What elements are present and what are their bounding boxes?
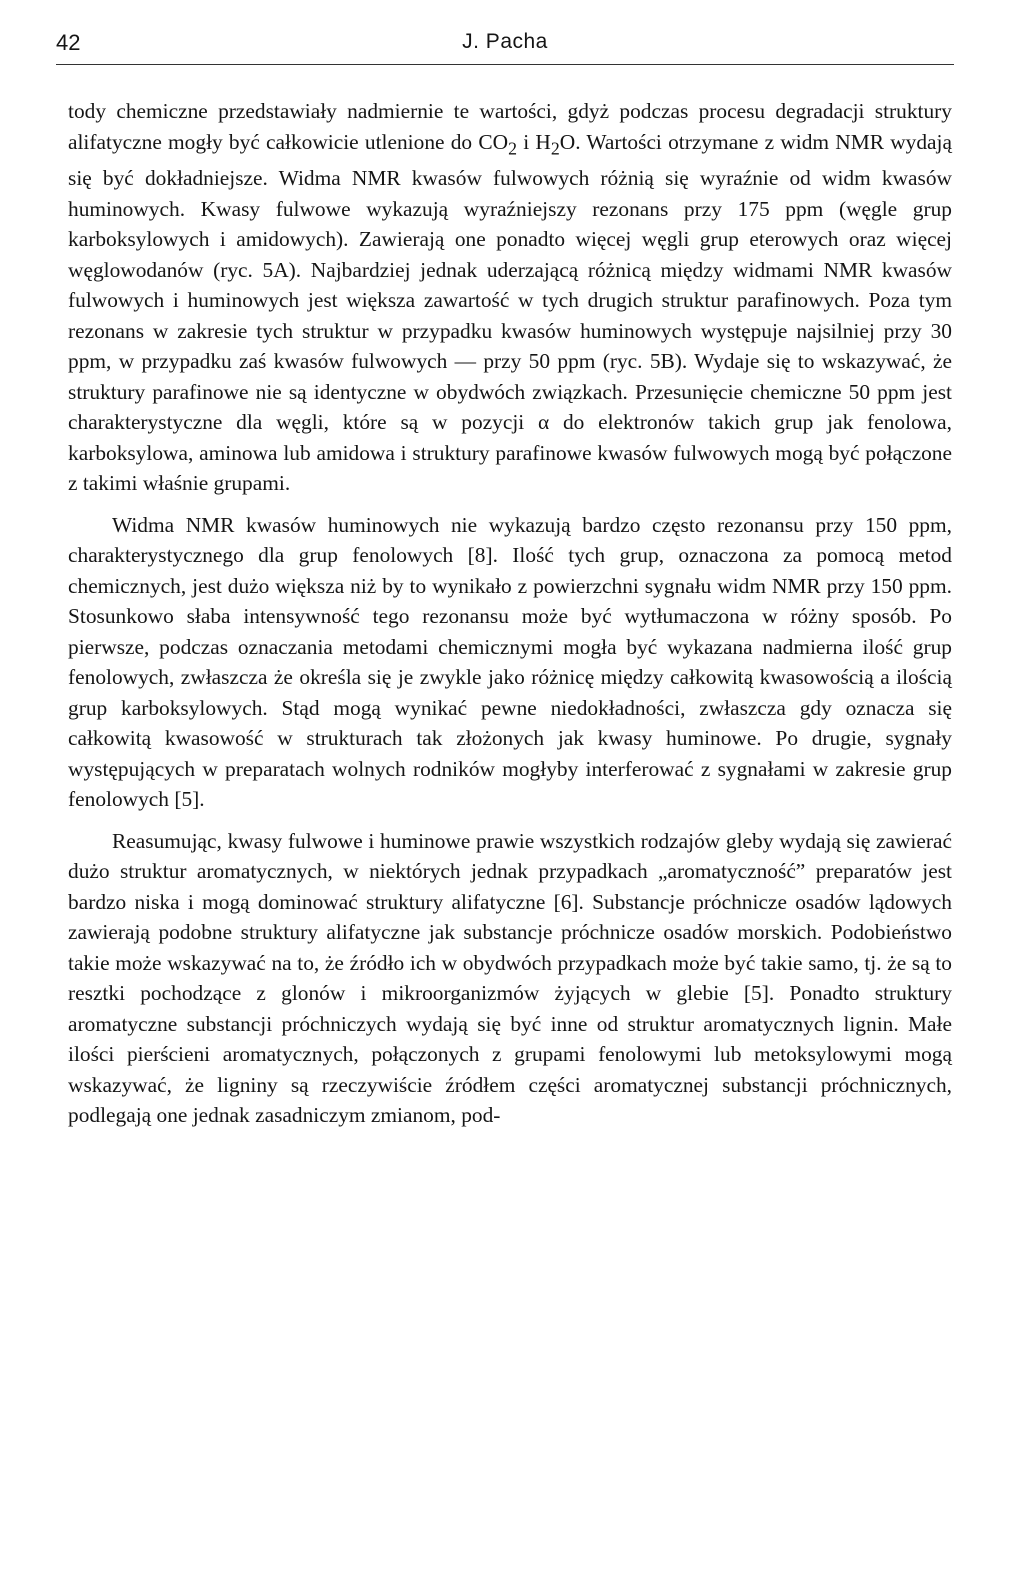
paragraph-2: Widma NMR kwasów huminowych nie wykazują bardzo często rezonansu przy 150 ppm, charakterystycznego dla grup fenolowych [8]. Ilość tych grup, oznaczona za pomocą metod chemicznych, jest dużo większa niż by to wynikało z powierzchni sygnału widm NMR przy 150 ppm. Stosunkowo słaba intensywność tego rezonansu może być wytłumaczona w różny sposób. Po pierwsze, podczas oznaczania metodami chemicznymi mogła być wykazana nadmierna ilość grup fenolowych, zwłaszcza że określa się je zwykle jako różnicę między całkowitą kwasowością a ilością grup karboksylowych. Stąd mogą wynikać pewne niedokładności, zwłaszcza gdy oznacza się całkowitą kwasowość w strukturach tak złożonych jak kwasy huminowe. Po drugie, sygnały występujących w preparatach wolnych rodników mogłyby interferować z sygnałami w zakresie grup fenolowych [5]. xyxy=(68,512,952,812)
paragraph-1-text-and: i H xyxy=(516,129,551,154)
paragraph-1 xyxy=(68,96,952,499)
paragraph-1-text: tody chemiczne przedstawiały nadmiernie te wartości, gdyż podczas procesu degradacji struktury alifatyczne mogły być całkowicie utlenione do CO xyxy=(68,99,952,154)
body-text xyxy=(68,96,952,1131)
page-header xyxy=(56,30,954,65)
subscript-co2: 2 xyxy=(508,137,517,158)
running-head: J. Pacha xyxy=(462,30,548,53)
page-number: 42 xyxy=(56,30,81,55)
paragraph-1-text-rest: O. Wartości otrzymane z widm NMR wydają się być dokładniejsze. Widma NMR kwasów fulwowych różnią się wyraźnie od widm kwasów huminowych. Kwasy fulwowe wykazują wyraźniejszy rezonans przy 175 ppm (węgle grup karboksylowych i amidowych). Zawierają one ponadto więcej węgli grup eterowych oraz więcej węglowodanów (ryc. 5A). Najbardziej jednak uderzającą różnicą między widmami NMR kwasów fulwowych i huminowych jest większa zawartość w tych drugich struktur parafinowych. Poza tym rezonans w zakresie tych struktur w przypadku kwasów huminowych występuje najsilniej przy 30 ppm, w przypadku zaś kwasów fulwowych — przy 50 ppm (ryc. 5B). Wydaje się to wskazywać, że struktury parafinowe nie są identyczne w obydwóch związkach. Przesunięcie chemiczne 50 ppm jest charakterystyczne dla węgli, które są w pozycji α do elektronów takich grup jak fenolowa, karboksylowa, aminowa lub amidowa i struktury parafinowe kwasów fulwowych mogą być połączone z takimi właśnie grupami. xyxy=(68,129,952,496)
subscript-h2o: 2 xyxy=(550,137,560,158)
paragraph-3: Reasumując, kwasy fulwowe i huminowe prawie wszystkich rodzajów gleby wydają się zawierać dużo struktur aromatycznych, w niektórych jednak przypadkach „aromatyczność” preparatów jest bardzo niska i mogą dominować struktury alifatyczne [6]. Substancje próchnicze osadów lądowych zawierają podobne struktury alifatyczne jak substancje próchnicze osadów morskich. Podobieństwo takie może wskazywać na to, że źródło ich w obydwóch przypadkach może być takie samo, tj. że są to resztki pochodzące z glonów i mikroorganizmów żyjących w glebie [5]. Ponadto struktury aromatyczne substancji próchniczych wydają się być inne od struktur aromatycznych lignin. Małe ilości pierścieni aromatycznych, połączonych z grupami fenolowymi lub metoksylowymi mogą wskazywać, że ligniny są rzeczywiście źródłem części aromatycznej substancji próchnicznych, podlegają one jednak zasadniczym zmianom, pod- xyxy=(68,828,952,1128)
